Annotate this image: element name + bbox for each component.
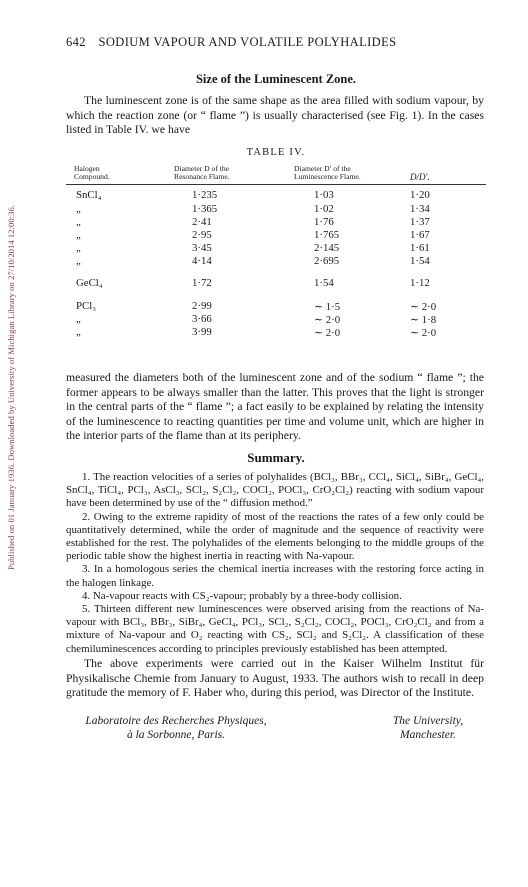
table-iv	[66, 165, 486, 360]
after-table-paragraph	[66, 371, 484, 444]
cell-diameter-dprime: ∼ 2·0	[314, 314, 341, 326]
table-title: TABLE IV.	[246, 147, 306, 158]
signature-right-line2: Manchester.	[400, 729, 456, 741]
closing-text: The above experiments were carried out in the Kaiser Wilhelm Institut für Physikalische Chemie from January to August, 1933. The authors wish to recall in deep gratitude the memory of F. Haber who, during this period, was Director of the Institute.	[66, 657, 484, 700]
cell-ratio: 1·37	[410, 216, 430, 228]
header-diameter-dprime: Diameter D′ of the Luminescence Flame.	[294, 164, 361, 182]
cell-compound: „	[76, 216, 81, 228]
cell-compound: SnCl₄	[76, 189, 102, 201]
signature-left-line1: Laboratoire des Recherches Physiques,	[85, 715, 267, 727]
summary-list	[66, 471, 484, 656]
cell-compound: „	[76, 203, 81, 215]
cell-compound: „	[76, 326, 81, 338]
cell-compound: „	[76, 229, 81, 241]
summary-item-3: 3. In a homologous series the chemical inertia increases with the restoring force acting in the halogen linkage.	[66, 563, 484, 589]
cell-diameter-d: 3·99	[192, 326, 212, 338]
cell-ratio: ∼ 2·0	[410, 327, 437, 339]
cell-diameter-d: 1·365	[192, 203, 218, 215]
intro-paragraph	[66, 94, 484, 138]
cell-diameter-d: 1·72	[192, 277, 212, 289]
closing-paragraph	[66, 657, 484, 701]
signature-left-line2: à la Sorbonne, Paris.	[126, 729, 226, 741]
cell-ratio: 1·12	[410, 277, 430, 289]
cell-ratio: ∼ 1·8	[410, 314, 437, 326]
cell-diameter-d: 2·95	[192, 229, 212, 241]
cell-diameter-d: 1·235	[192, 189, 218, 201]
cell-compound: PCl₃	[76, 300, 96, 312]
cell-ratio: 1·34	[410, 203, 430, 215]
cell-diameter-dprime: ∼ 1·5	[314, 301, 341, 313]
cell-compound: „	[76, 242, 81, 254]
download-stamp: Published on 01 January 1936. Downloaded by University of Michigan Library on 27/10/2014 12:00:36.	[6, 204, 16, 570]
summary-item-1: 1. The reaction velocities of a series of polyhalides (BCl₃, BBr₃, CCl₄, SiCl₄, SiBr₄, GeCl₄, SnCl₄, TiCl₄, PCl₃, AsCl₃, SCl₂, S₂Cl₂, COCl₂, POCl₃, CrO₂Cl₂) reacting with sodium vapour have been determined by use of the “ diffusion method.”	[66, 471, 484, 510]
cell-diameter-dprime: 1·76	[314, 216, 334, 228]
running-header	[66, 35, 486, 50]
cell-ratio: 1·54	[410, 255, 430, 267]
page-number: 642	[66, 35, 86, 49]
summary-item-4: 4. Na-vapour reacts with CS₂-vapour; probably by a three-body collision.	[82, 589, 402, 602]
running-title: SODIUM VAPOUR AND VOLATILE POLYHALIDES	[98, 35, 397, 49]
cell-diameter-dprime: 2·695	[314, 255, 340, 267]
section-title-luminescent-zone: Size of the Luminescent Zone.	[195, 72, 357, 86]
cell-ratio: 1·67	[410, 229, 430, 241]
signature-right-line1: The University,	[392, 715, 464, 727]
cell-diameter-d: 2·41	[192, 216, 212, 228]
cell-diameter-dprime: 1·02	[314, 203, 334, 215]
cell-diameter-d: 3·66	[192, 313, 212, 325]
intro-text: The luminescent zone is of the same shape as the area filled with sodium vapour, by which the reaction zone (or “ flame ”) is usually characterised (see Fig. 1). In the cases listed in Table IV. we have	[66, 94, 484, 137]
cell-diameter-dprime: 2·145	[314, 242, 340, 254]
cell-diameter-d: 2·99	[192, 300, 212, 312]
cell-diameter-dprime: 1·54	[314, 277, 334, 289]
summary-item-2: 2. Owing to the extreme rapidity of most of the reactions the rates of a few only could be quantitatively determined, while the order of magnitude and the sequence of reactivity were established for the rest. The polyhalides of the elements belonging to the middle groups of the periodic table show the highest inertia in reacting with Na-vapour.	[66, 510, 484, 563]
header-diameter-d: Diameter D of the Resonance Flame.	[174, 164, 230, 182]
summary-item-5: 5. Thirteen different new luminescences were observed arising from the reactions of Na-vapour with BCl₃, BBr₃, SiBr₄, GeCl₄, PCl₃, SCl₂, S₂Cl₂, COCl₂, POCl₃, CrO₂Cl₂ and from a mixture of Na-vapour and O₂ reacting with CS₂, SCl₂ and S₂Cl₂. A classification of these chemiluminescences according to principles previously established has been attempted.	[66, 603, 484, 655]
after-table-text: measured the diameters both of the luminescent zone and of the sodium “ flame ”; the former appears to be always smaller than the latter. This proves that the light is stronger in the central parts of the “ flame ”; a fact easily to be explained by relating the intensity of the luminescence to reacting quantities per time and volume unit, which are higher in the interior parts of the flame than at its periphery.	[66, 371, 484, 443]
cell-ratio: 1·61	[410, 242, 430, 254]
cell-diameter-dprime: 1·765	[314, 229, 340, 241]
cell-compound: GeCl₄	[76, 277, 103, 289]
cell-compound: „	[76, 313, 81, 325]
cell-diameter-d: 3·45	[192, 242, 212, 254]
cell-compound: „	[76, 255, 81, 267]
summary-title: Summary.	[247, 450, 305, 465]
cell-diameter-dprime: 1·03	[314, 189, 334, 201]
table-header-rule	[66, 184, 486, 185]
header-compound: Halogen Compound.	[74, 164, 110, 182]
cell-ratio: 1·20	[410, 189, 430, 201]
signature-right	[368, 714, 488, 742]
cell-diameter-d: 4·14	[192, 255, 212, 267]
cell-ratio: ∼ 2·0	[410, 301, 437, 313]
header-ratio: D/D′.	[410, 172, 430, 182]
cell-diameter-dprime: ∼ 2·0	[314, 327, 341, 339]
signature-left	[66, 714, 286, 742]
